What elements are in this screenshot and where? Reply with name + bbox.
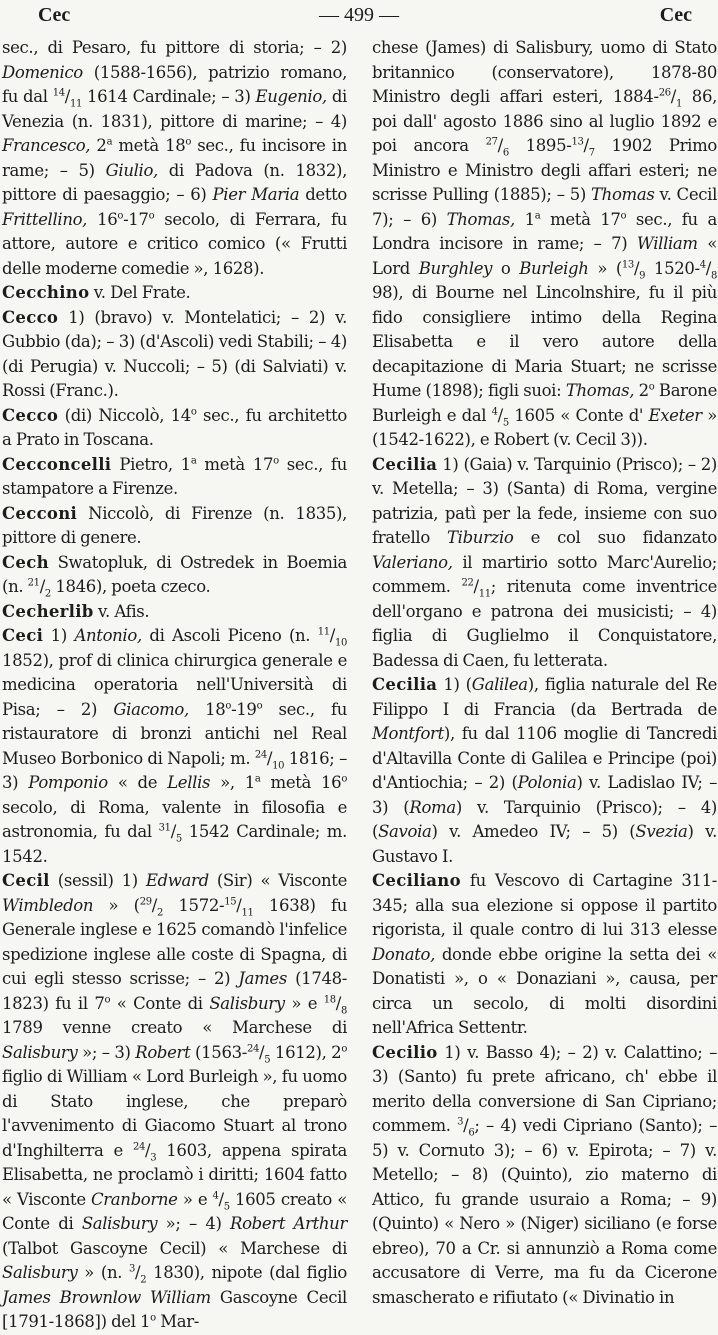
- page-header: [0, 0, 718, 34]
- entry-cont: sec., di Pesaro, fu pittore di storia; – 2) Domenico (1588-1656), patrizio romano, fu dal $^{14}/_{11}$ 1614 Cardinale; – 3) Eugenio, di Venezia (n. 1831), pittore di marine; – 4) Francesco, 2$^a$ metà 18$^o$ sec., fu incisore in rame; – 5) Giulio, di Padova (n. 1832), pittore di paesaggio; – 6) Pier Maria detto Frittellino, 16$^o$-17$^o$ secolo, di Ferrara, fu attore, autore e critico comico (« Frutti delle moderne comedie », 1628).: [2, 38, 347, 278]
- entry-cecilia1: Cecilia 1) (Gaia) v. Tarquinio (Prisco); – 2) v. Metella; – 3) (Santa) di Roma, vergine patrizia, patì per la fede, insieme con suo fratello Tiburzio e col suo fidanzato Valeriano, il martirio sotto Marc'Aurelio; commem. $^{22}/_{11}$; ritenuta come inventrice dell'organo e patrona dei musicisti; – 4) figlia di Guglielmo il Conquistatore, Badessa di Caen, fu letterata.: [372, 454, 718, 670]
- entry-cecilio: Cecilio 1) v. Basso 4); – 2) v. Calattino; – 3) (Santo) fu prete africano, ch' ebbe il merito della conversione di San Cipriano; commem. $^3/_6$; – 4) vedi Cipriano (Santo); – 5) v. Cornuto 3); – 6) v. Epirota; – 7) v. Metello; – 8) (Quinto), zio materno di Attico, fu grande usuraio a Roma; – 9) (Quinto) « Nero » (Niger) siciliano (e forse ebreo), 70 a Cr. si annunziò a Roma come accusatore di Verre, ma fu da Cicerone smascherato e rifiutato (« Divinatio in: [372, 1042, 717, 1307]
- header-left-keyword: Cec: [38, 4, 71, 26]
- entry-cecconcelli: Cecconcelli Pietro, 1$^a$ metà 17$^o$ sec., fu stampatore a Firenze.: [2, 454, 347, 498]
- entry-ceci: Ceci 1) Antonio, di Ascoli Piceno (n. $^{11}/_{10}$ 1852), prof di clinica chirurgica generale e medicina operatoria nell'Università di Pisa; – 2) Giacomo, 18$^o$-19$^o$ sec., fu ristauratore di bronzi antichi nel Real Museo Borbonico di Napoli; m. $^{24}/_{10}$ 1816; – 3) Pomponio « de Lellis », 1$^a$ metà 16$^o$ secolo, di Roma, valente in filosofia e astronomia, fu dal $^{31}/_5$ 1542 Cardinale; m. 1542.: [2, 626, 348, 866]
- page-number: — 499 —: [319, 4, 399, 26]
- right-column: [372, 36, 718, 1307]
- entry-cecil: Cecil (sessil) 1) Edward (Sir) « Visconte Wimbledon » ($^{29}/_2$ $1572-^{15}/_{11}$ 1638) fu Generale inglese e 1625 comandò l'infelice spedizione inglese alle coste di Spagna, di cui egli stesso scrisse; – 2) James (1748-1823) fu il 7$^o$ « Conte di Salisbury » e $^{18}/_8$ 1789 venne creato « Marchese di Salisbury »; – 3) Robert ($1563-^{24}/_5$ 1612), 2$^o$ figlio di William « Lord Burleigh », fu uomo di Stato inglese, che preparò l'avvenimento di Giacomo Stuart al trono d'Inghilterra e $^{24}/_3$ 1603, appena spirata Elisabetta, ne proclamò i diritti; 1604 fatto « Visconte Cranborne » e $^4/_5$ 1605 creato « Conte di Salisbury »; – 4) Robert Arthur (Talbot Gascoyne Cecil) « Marchese di Salisbury » (n. $^3/_2$ 1830), nipote (dal figlio James Brownlow William Gascoyne Cecil [1791-1868]) del 1$^o$ Mar-: [2, 871, 348, 1331]
- entry-ceciliano: Ceciliano fu Vescovo di Cartagine 311-345; alla sua elezione si oppose il partito rigorista, il quale contro di lui 313 elesse Donato, donde ebbe origine la setta dei « Donatisti », o « Donaziani », causa, per circa un secolo, di molti disordini nell'Africa Settentr.: [372, 871, 717, 1037]
- entry-cecco1: Cecco 1) (bravo) v. Montelatici; – 2) v. Gubbio (da); – 3) (d'Ascoli) vedi Stabili; – 4) (di Perugia) v. Nuccoli; – 5) (di Salviati) v. Rossi (Franc.).: [2, 307, 347, 400]
- entry-cecherlib: Cecherlib v. Afis.: [2, 601, 150, 621]
- left-column: [2, 36, 348, 1331]
- header-right-keyword: Cec: [659, 4, 692, 26]
- entry-cech: Cech Swatopluk, di Ostredek in Boemia (n. $^{21}/_2$ 1846), poeta czeco.: [2, 552, 347, 600]
- entry-cecco2: Cecco (di) Niccolò, 14$^o$ sec., fu architetto a Prato in Toscana.: [2, 405, 347, 449]
- entry-cecconi: Cecconi Niccolò, di Firenze (n. 1835), pittore di genere.: [2, 503, 347, 547]
- entry-cecil-cont: chese (James) di Salisbury, uomo di Stato britannico (conservatore), 1878-80 Ministro degli affari esteri, $1884-^{26}/_1$ 86, poi dall' agosto 1886 sino al luglio 1892 e poi ancora $^{27}/_6$ $1895-^{13}/_7$ 1902 Primo Ministro e Ministro degli affari esteri; ne scrisse Pulling (1885); – 5) Thomas v. Cecil 7); – 6) Thomas, 1$^a$ metà 17$^o$ sec., fu a Londra incisore in rame; – 7) William « Lord Burghley o Burleigh » ($^{13}/_9$ $1520-^4/_8$ 98), di Bourne nel Lincolnshire, fu il più fido consigliere intimo della Regina Elisabetta e il vero autore della decapitazione di Maria Stuart; ne scrisse Hume (1898); figli suoi: Thomas, 2$^o$ Barone Burleigh e dal $^4/_5$ 1605 « Conte d' Exeter » (1542-1622), e Robert (v. Cecil 3)).: [372, 38, 718, 449]
- entry-cecilia2: Cecilia 1) (Galilea), figlia naturale del Re Filippo I di Francia (da Bertrada de Montfort), fu dal 1106 moglie di Tancredi d'Altavilla Conte di Galilea e Principe (poi) d'Antiochia; – 2) (Polonia) v. Ladislao IV; – 3) (Roma) v. Tarquinio (Prisco); – 4) (Savoia) v. Amedeo IV; – 5) (Svezia) v. Gustavo I.: [372, 675, 718, 866]
- entry-cecchino: Cecchino v. Del Frate.: [2, 283, 191, 302]
